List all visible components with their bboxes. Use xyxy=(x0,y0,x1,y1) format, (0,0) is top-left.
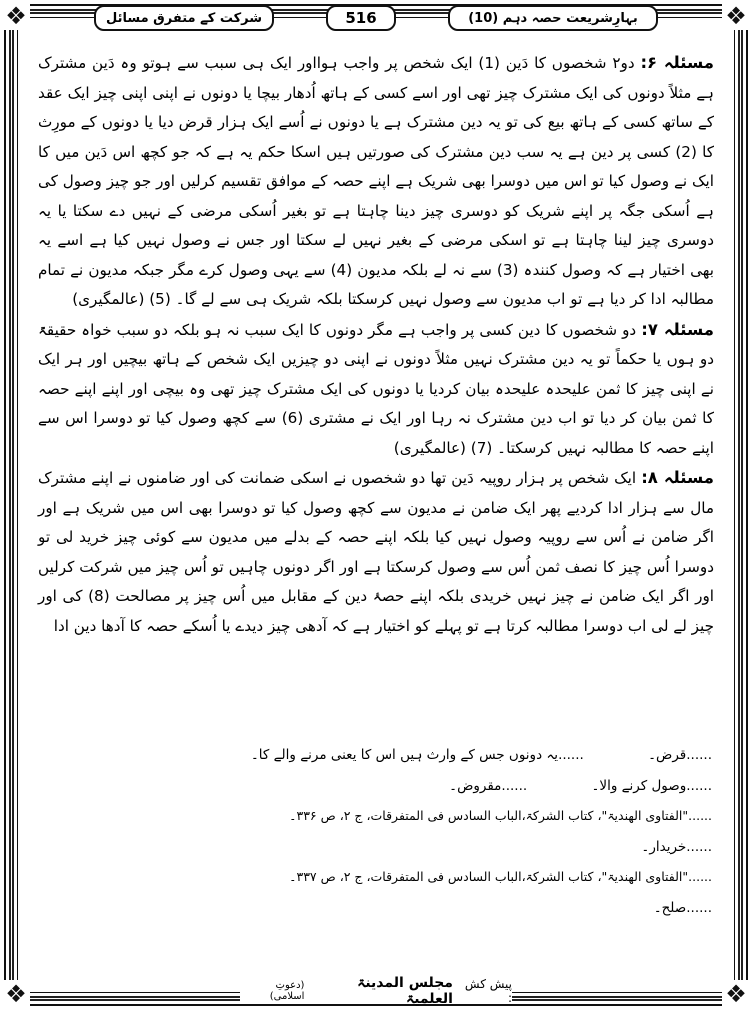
corner-ornament-icon: ❖ xyxy=(722,2,750,30)
paragraph-masala-6 xyxy=(38,48,714,315)
page-number: 516 xyxy=(326,5,396,31)
book-title: بہارِشریعت حصہ دہم (10) xyxy=(448,5,658,31)
footer-prefix: پیش کش : xyxy=(464,977,512,1005)
masala-label: مسئلہ ۶: xyxy=(640,53,715,72)
paragraph-masala-8 xyxy=(38,463,714,641)
corner-ornament-icon: ❖ xyxy=(722,980,750,1008)
footer-sub: (دعوتِ اسلامی) xyxy=(269,980,305,1002)
chapter-title: شرکت کے متفرق مسائل xyxy=(94,5,274,31)
corner-ornament-icon: ❖ xyxy=(2,980,30,1008)
paragraph-text: دو۲ شخصوں کا دَین (1) ایک شخص پر واجب ہوااور ایک ہی سبب سے ہوتو وہ دَین مشترک ہے مثلاً دونوں کی ایک مشترک چیز تھی اور اسے کسی کے ہاتھ اُدھار بیچا یا دونوں نے اپنی اپنی چیز ایک عقد کے ساتھ کسی کے ہاتھ بیع کی تو یہ دین مشترک ہے یا دونوں نے اُسے ایک ہزار قرض دیا یا دونوں کے مورِث کا (2) کسی پر دین ہے یہ سب دین مشترک کی صورتیں ہیں اسکا حکم یہ ہے کہ جو کچھ اس دَین میں کا ایک نے وصول کیا تو اس میں دوسرا بھی شریک ہے اپنے حصہ کے موافق تقسیم کرلیں اور جو چیز وصول کی ہے اُسکی جگہ پر اپنے شریک کو دوسری چیز دینا چاہتا ہے تو بغیر اُسکی مرضی کے نہیں دے سکتا یا یہ دوسری چیز لینا چاہتا ہے تو اسکی مرضی کے بغیر نہیں لے سکتا اور جس نے وصول نہیں کیا ہے اسے یہ بھی اختیار ہے کہ وصول کنندہ (3) سے نہ لے بلکہ مدیون (4) سے یہی وصول کرے مگر جبکہ مدیون نے تمام مطالبہ ادا کر دیا ہے تو اب مدیون سے وصول نہیں کرسکتا بلکہ شریک ہی سے لے گا۔ (5) (عالمگیری) xyxy=(38,54,714,308)
masala-label: مسئلہ ۸: xyxy=(641,468,714,487)
paragraph-text: ایک شخص پر ہزار روپیہ دَین تھا دو شخصوں نے اسکی ضمانت کی اور ضامنوں نے اپنے مشترک مال سے ہزار ادا کردیے پھر ایک ضامن نے مدیون سے کچھ وصول کیا تو دوسرا بھی اس میں شریک ہے اور اگر ضامن نے اُس سے روپیہ وصول نہیں کیا بلکہ اپنے حصہ کے بدلے میں مدیون سے کوئی چیز خرید لی تو دوسرا اُس چیز کا نصف ثمن اُس سے وصول کرسکتا ہے اور اگر دونوں چاہیں تو اُس چیز میں شرکت کرلیں اور اگر ایک ضامن نے چیز نہیں خریدی بلکہ اپنے حصۂ دین کے مقابل میں اُس چیز پر مصالحت (8) کی اور چیز لے لی اب دوسرا مطالبہ کرتا ہے تو پہلے کو اختیار ہے کہ آدھی چیز دیدے یا اُسکے حصہ کا آدھا دین ادا xyxy=(38,469,714,635)
page-header xyxy=(94,4,658,32)
footnote-6: ......خریدار۔ xyxy=(641,838,712,855)
page-footer xyxy=(240,975,512,1007)
main-text xyxy=(38,48,714,641)
footer-brand: مجلس المدینۃ العلمیۃ xyxy=(357,975,453,1007)
masala-label: مسئلہ ۷: xyxy=(641,319,715,339)
footnote-1: ......قرض۔ ......یہ دونوں جس کے وارث ہیں اس کا یعنی مرنے والے کا۔ xyxy=(250,747,712,763)
paragraph-text: دو شخصوں کا دین کسی پر واجب ہے مگر دونوں کا ایک سبب نہ ہو بلکہ دو سبب خواہ حقیقۃً دو ہوں یا حکماً تو یہ دین مشترک نہیں مثلاً دونوں نے اپنی دو چیزیں ایک شخص کے ہاتھ بیچیں اور ہر ایک نے اپنی چیز کا ثمن علیحدہ علیحدہ بیان کردیا یا دونوں کی ایک مشترک چیز تھی وہ بیچی اور اپنے اپنے حصہ کا ثمن بیان کر دیا تو اب دین مشترک نہ رہا اور ایک نے مشتری (6) سے کچھ وصول کیا تو دوسرا اس سے اپنے حصہ کا مطالبہ نہیں کرسکتا۔ (7) (عالمگیری) xyxy=(38,320,714,457)
footnote-7: ......"الفتاوی الھندیۃ"، کتاب الشرکۃ،الباب السادس فی المتفرقات، ج ۲، ص ۳۳۷۔ xyxy=(289,869,712,884)
footnotes xyxy=(52,740,712,923)
corner-ornament-icon: ❖ xyxy=(2,2,30,30)
paragraph-masala-7 xyxy=(38,315,714,464)
footnote-3: ......وصول کرنے والا۔ ......مقروض۔ xyxy=(449,777,712,794)
footnote-8: ......صلح۔ xyxy=(653,899,712,916)
footnote-5: ......"الفتاوی الھندیۃ"، کتاب الشرکۃ،الباب السادس فی المتفرقات، ج ۲، ص ۳۳۶۔ xyxy=(289,808,712,823)
